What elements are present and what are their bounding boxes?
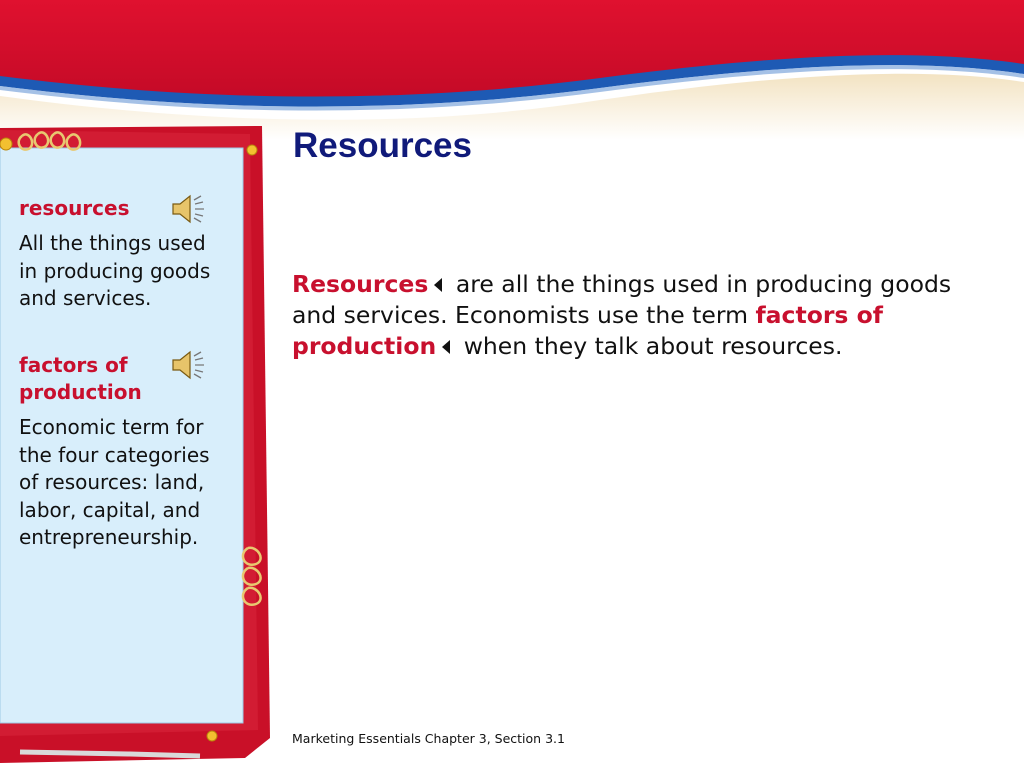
audio-play-icon[interactable]	[440, 339, 452, 355]
body-term-resources: Resources	[292, 270, 429, 298]
body-text-segment: when they talk about resources.	[463, 332, 843, 360]
audio-play-icon[interactable]	[432, 277, 444, 293]
body-paragraph	[292, 269, 992, 362]
glossary-definition: Economic term for the four categories of resources: land, labor, capital, and entrepreneurship.	[19, 415, 210, 549]
speaker-icon[interactable]	[170, 348, 206, 382]
glossary-definition: All the things used in producing goods and services.	[19, 231, 211, 310]
body-text-segment: are all the things used in producing goods and services. Economists use the term	[292, 270, 952, 329]
slide-footer: Marketing Essentials Chapter 3, Section 3.1	[292, 731, 565, 746]
speaker-icon[interactable]	[170, 192, 206, 226]
slide-title: Resources	[293, 126, 472, 165]
body-term-factors-of-production: factors of production	[292, 301, 883, 360]
glossary-term: resources	[19, 196, 130, 220]
glossary-term: factors of production	[19, 353, 142, 404]
